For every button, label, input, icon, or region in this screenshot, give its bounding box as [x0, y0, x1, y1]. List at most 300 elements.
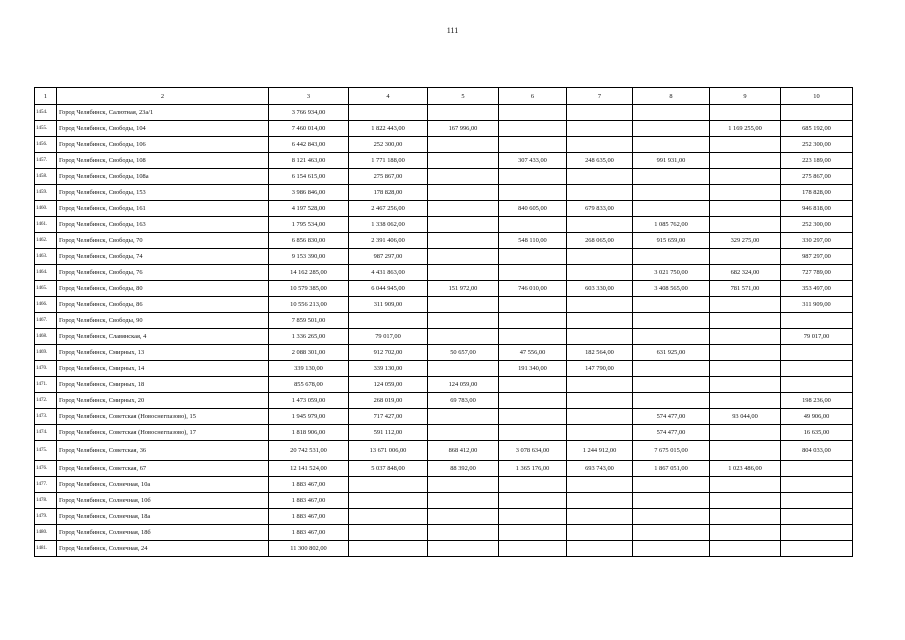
value-cell: 151 972,00	[428, 281, 499, 297]
value-cell	[781, 477, 853, 493]
value-cell	[781, 525, 853, 541]
table-row	[35, 121, 853, 137]
value-cell: 79 017,00	[349, 329, 428, 345]
value-cell: 2 088 301,00	[269, 345, 349, 361]
value-cell: 6 044 945,00	[349, 281, 428, 297]
address-cell: Город Челябинск, Смирных, 14	[57, 361, 269, 377]
value-cell	[567, 313, 633, 329]
value-cell	[428, 329, 499, 345]
value-cell	[781, 377, 853, 393]
value-cell	[710, 393, 781, 409]
value-cell	[710, 169, 781, 185]
value-cell: 88 392,00	[428, 461, 499, 477]
address-cell: Город Челябинск, Свободы, 153	[57, 185, 269, 201]
value-cell: 13 671 006,00	[349, 441, 428, 461]
value-cell: 10 556 213,00	[269, 297, 349, 313]
value-cell	[633, 185, 710, 201]
value-cell	[428, 249, 499, 265]
value-cell: 4 431 863,00	[349, 265, 428, 281]
header-cell: 3	[269, 88, 349, 105]
value-cell	[781, 493, 853, 509]
value-cell: 20 742 531,00	[269, 441, 349, 461]
value-cell	[349, 493, 428, 509]
table-row	[35, 441, 853, 461]
value-cell: 591 112,00	[349, 425, 428, 441]
address-cell: Город Челябинск, Смирных, 13	[57, 345, 269, 361]
value-cell	[428, 525, 499, 541]
table-row	[35, 541, 853, 557]
table-row	[35, 409, 853, 425]
value-cell: 1 085 762,00	[633, 217, 710, 233]
value-cell: 1 945 979,00	[269, 409, 349, 425]
value-cell: 8 121 463,00	[269, 153, 349, 169]
address-cell: Город Челябинск, Свободы, 163	[57, 217, 269, 233]
value-cell: 307 433,00	[499, 153, 567, 169]
value-cell	[567, 169, 633, 185]
value-cell	[710, 153, 781, 169]
value-cell	[710, 509, 781, 525]
value-cell	[499, 393, 567, 409]
table-row	[35, 377, 853, 393]
value-cell	[781, 345, 853, 361]
value-cell: 987 297,00	[349, 249, 428, 265]
value-cell	[633, 493, 710, 509]
value-cell	[633, 313, 710, 329]
value-cell	[499, 265, 567, 281]
row-number-cell: 1480.	[35, 525, 57, 541]
header-cell: 1	[35, 88, 57, 105]
value-cell	[428, 297, 499, 313]
address-cell: Город Челябинск, Смирных, 20	[57, 393, 269, 409]
value-cell: 679 833,00	[567, 201, 633, 217]
value-cell: 991 931,00	[633, 153, 710, 169]
table-row	[35, 185, 853, 201]
address-cell: Город Челябинск, Смирных, 18	[57, 377, 269, 393]
page-number: 111	[446, 26, 459, 35]
address-cell: Город Челябинск, Свободы, 70	[57, 233, 269, 249]
value-cell	[710, 137, 781, 153]
value-cell	[428, 493, 499, 509]
value-cell	[349, 477, 428, 493]
value-cell: 912 702,00	[349, 345, 428, 361]
value-cell: 124 059,00	[349, 377, 428, 393]
value-cell	[710, 105, 781, 121]
header-cell: 8	[633, 88, 710, 105]
table-row	[35, 345, 853, 361]
value-cell	[428, 153, 499, 169]
value-cell: 7 460 014,00	[269, 121, 349, 137]
header-cell: 6	[499, 88, 567, 105]
value-cell: 855 678,00	[269, 377, 349, 393]
value-cell: 946 818,00	[781, 201, 853, 217]
table-body	[35, 105, 853, 557]
table-row	[35, 461, 853, 477]
row-number-cell: 1455.	[35, 121, 57, 137]
address-cell: Город Челябинск, Свободы, 104	[57, 121, 269, 137]
value-cell: 717 427,00	[349, 409, 428, 425]
value-cell	[349, 541, 428, 557]
row-number-cell: 1475.	[35, 441, 57, 461]
address-cell: Город Челябинск, Свободы, 161	[57, 201, 269, 217]
value-cell	[567, 249, 633, 265]
address-cell: Город Челябинск, Свободы, 108	[57, 153, 269, 169]
value-cell: 6 856 830,00	[269, 233, 349, 249]
value-cell	[499, 105, 567, 121]
row-number-cell: 1458.	[35, 169, 57, 185]
value-cell: 353 497,00	[781, 281, 853, 297]
value-cell	[428, 233, 499, 249]
value-cell: 93 044,00	[710, 409, 781, 425]
value-cell	[499, 525, 567, 541]
value-cell: 781 571,00	[710, 281, 781, 297]
value-cell	[567, 541, 633, 557]
address-cell: Город Челябинск, Салютная, 23а/1	[57, 105, 269, 121]
address-cell: Город Челябинск, Свободы, 80	[57, 281, 269, 297]
header-cell: 7	[567, 88, 633, 105]
value-cell: 49 906,00	[781, 409, 853, 425]
value-cell	[633, 525, 710, 541]
value-cell: 3 766 934,00	[269, 105, 349, 121]
value-cell: 1 818 906,00	[269, 425, 349, 441]
value-cell: 1 771 188,00	[349, 153, 428, 169]
data-table	[34, 87, 853, 557]
row-number-cell: 1457.	[35, 153, 57, 169]
value-cell: 252 300,00	[349, 137, 428, 153]
row-number-cell: 1471.	[35, 377, 57, 393]
value-cell	[567, 297, 633, 313]
value-cell: 69 783,00	[428, 393, 499, 409]
value-cell: 1 338 062,00	[349, 217, 428, 233]
value-cell: 339 130,00	[269, 361, 349, 377]
value-cell	[349, 525, 428, 541]
value-cell: 223 189,00	[781, 153, 853, 169]
value-cell: 804 033,00	[781, 441, 853, 461]
value-cell	[710, 201, 781, 217]
value-cell: 275 867,00	[781, 169, 853, 185]
value-cell: 178 828,00	[781, 185, 853, 201]
value-cell: 1 822 443,00	[349, 121, 428, 137]
value-cell: 6 154 615,00	[269, 169, 349, 185]
value-cell	[499, 169, 567, 185]
value-cell: 3 408 565,00	[633, 281, 710, 297]
value-cell: 248 635,00	[567, 153, 633, 169]
value-cell	[710, 441, 781, 461]
row-number-cell: 1462.	[35, 233, 57, 249]
value-cell	[428, 425, 499, 441]
value-cell: 7 859 501,00	[269, 313, 349, 329]
value-cell	[710, 329, 781, 345]
value-cell	[633, 509, 710, 525]
value-cell	[349, 105, 428, 121]
value-cell	[633, 169, 710, 185]
value-cell	[349, 313, 428, 329]
value-cell	[633, 105, 710, 121]
table-row	[35, 137, 853, 153]
value-cell: 693 743,00	[567, 461, 633, 477]
row-number-cell: 1479.	[35, 509, 57, 525]
value-cell: 7 675 015,00	[633, 441, 710, 461]
table-row	[35, 249, 853, 265]
value-cell	[710, 249, 781, 265]
value-cell	[633, 121, 710, 137]
row-number-cell: 1481.	[35, 541, 57, 557]
value-cell	[567, 265, 633, 281]
value-cell	[633, 297, 710, 313]
value-cell	[428, 201, 499, 217]
value-cell: 603 330,00	[567, 281, 633, 297]
value-cell: 3 986 846,00	[269, 185, 349, 201]
row-number-cell: 1464.	[35, 265, 57, 281]
value-cell	[428, 477, 499, 493]
value-cell: 1 795 534,00	[269, 217, 349, 233]
table-row	[35, 281, 853, 297]
address-cell: Город Челябинск, Солнечная, 24	[57, 541, 269, 557]
value-cell: 915 659,00	[633, 233, 710, 249]
value-cell: 5 037 848,00	[349, 461, 428, 477]
value-cell: 124 059,00	[428, 377, 499, 393]
header-cell: 4	[349, 88, 428, 105]
table-row	[35, 313, 853, 329]
table-row	[35, 217, 853, 233]
value-cell: 11 300 802,00	[269, 541, 349, 557]
value-cell: 727 789,00	[781, 265, 853, 281]
value-cell: 9 153 390,00	[269, 249, 349, 265]
value-cell	[710, 297, 781, 313]
row-number-cell: 1456.	[35, 137, 57, 153]
value-cell	[633, 361, 710, 377]
value-cell: 3 078 634,00	[499, 441, 567, 461]
value-cell: 275 867,00	[349, 169, 428, 185]
address-cell: Город Челябинск, Солнечная, 10б	[57, 493, 269, 509]
address-cell: Город Челябинск, Советская (Новоснегпазово), 15	[57, 409, 269, 425]
table-row	[35, 265, 853, 281]
value-cell	[499, 509, 567, 525]
value-cell	[567, 409, 633, 425]
value-cell	[567, 525, 633, 541]
value-cell	[567, 377, 633, 393]
value-cell	[710, 313, 781, 329]
value-cell: 311 909,00	[349, 297, 428, 313]
value-cell	[499, 249, 567, 265]
value-cell: 50 657,00	[428, 345, 499, 361]
value-cell	[710, 541, 781, 557]
value-cell: 182 564,00	[567, 345, 633, 361]
value-cell: 987 297,00	[781, 249, 853, 265]
value-cell	[499, 217, 567, 233]
value-cell	[499, 185, 567, 201]
value-cell: 167 996,00	[428, 121, 499, 137]
value-cell: 1 365 176,00	[499, 461, 567, 477]
value-cell: 10 579 385,00	[269, 281, 349, 297]
address-cell: Город Челябинск, Советская (Новоснегпазово), 17	[57, 425, 269, 441]
row-number-cell: 1461.	[35, 217, 57, 233]
value-cell	[428, 541, 499, 557]
value-cell: 1 883 467,00	[269, 477, 349, 493]
row-number-cell: 1472.	[35, 393, 57, 409]
value-cell	[567, 509, 633, 525]
row-number-cell: 1468.	[35, 329, 57, 345]
value-cell	[781, 509, 853, 525]
value-cell	[499, 377, 567, 393]
header-cell: 9	[710, 88, 781, 105]
row-number-cell: 1470.	[35, 361, 57, 377]
value-cell	[567, 137, 633, 153]
value-cell: 1 883 467,00	[269, 525, 349, 541]
value-cell	[633, 201, 710, 217]
table-row	[35, 169, 853, 185]
value-cell	[428, 313, 499, 329]
value-cell: 311 909,00	[781, 297, 853, 313]
address-cell: Город Челябинск, Свободы, 108а	[57, 169, 269, 185]
value-cell	[710, 217, 781, 233]
value-cell	[567, 393, 633, 409]
row-number-cell: 1463.	[35, 249, 57, 265]
value-cell	[567, 105, 633, 121]
value-cell	[499, 425, 567, 441]
value-cell	[781, 105, 853, 121]
value-cell	[710, 477, 781, 493]
value-cell	[633, 541, 710, 557]
table-row	[35, 525, 853, 541]
value-cell: 574 477,00	[633, 425, 710, 441]
row-number-cell: 1469.	[35, 345, 57, 361]
value-cell: 14 162 285,00	[269, 265, 349, 281]
value-cell	[781, 461, 853, 477]
header-cell: 10	[781, 88, 853, 105]
header-cell: 2	[57, 88, 269, 105]
value-cell	[781, 361, 853, 377]
value-cell: 1 023 486,00	[710, 461, 781, 477]
row-number-cell: 1466.	[35, 297, 57, 313]
value-cell: 4 197 528,00	[269, 201, 349, 217]
value-cell	[781, 541, 853, 557]
value-cell: 329 275,00	[710, 233, 781, 249]
row-number-cell: 1473.	[35, 409, 57, 425]
header-row	[35, 88, 853, 105]
value-cell: 3 021 750,00	[633, 265, 710, 281]
value-cell: 198 236,00	[781, 393, 853, 409]
value-cell: 1 336 265,00	[269, 329, 349, 345]
value-cell: 268 065,00	[567, 233, 633, 249]
value-cell: 330 297,00	[781, 233, 853, 249]
value-cell	[567, 185, 633, 201]
value-cell	[428, 185, 499, 201]
table-row	[35, 393, 853, 409]
row-number-cell: 1454.	[35, 105, 57, 121]
value-cell: 548 110,00	[499, 233, 567, 249]
table-row	[35, 201, 853, 217]
value-cell: 746 010,00	[499, 281, 567, 297]
value-cell	[781, 313, 853, 329]
row-number-cell: 1467.	[35, 313, 57, 329]
row-number-cell: 1465.	[35, 281, 57, 297]
value-cell: 2 391 406,00	[349, 233, 428, 249]
address-cell: Город Челябинск, Славянская, 4	[57, 329, 269, 345]
value-cell	[567, 493, 633, 509]
header-cell: 5	[428, 88, 499, 105]
value-cell	[567, 217, 633, 233]
value-cell	[633, 329, 710, 345]
value-cell: 1 883 467,00	[269, 493, 349, 509]
table-row	[35, 361, 853, 377]
table-row	[35, 233, 853, 249]
value-cell: 147 790,00	[567, 361, 633, 377]
value-cell	[428, 105, 499, 121]
value-cell	[499, 493, 567, 509]
value-cell: 2 467 256,00	[349, 201, 428, 217]
value-cell	[349, 509, 428, 525]
value-cell	[499, 137, 567, 153]
value-cell	[710, 185, 781, 201]
value-cell	[428, 265, 499, 281]
value-cell	[633, 393, 710, 409]
value-cell	[710, 425, 781, 441]
value-cell	[567, 121, 633, 137]
value-cell: 178 828,00	[349, 185, 428, 201]
value-cell	[633, 477, 710, 493]
value-cell: 12 141 524,00	[269, 461, 349, 477]
address-cell: Город Челябинск, Свободы, 74	[57, 249, 269, 265]
table-row	[35, 105, 853, 121]
value-cell	[499, 541, 567, 557]
value-cell	[428, 217, 499, 233]
value-cell: 840 605,00	[499, 201, 567, 217]
value-cell: 1 473 059,00	[269, 393, 349, 409]
value-cell: 252 300,00	[781, 137, 853, 153]
value-cell: 574 477,00	[633, 409, 710, 425]
address-cell: Город Челябинск, Солнечная, 18а	[57, 509, 269, 525]
value-cell	[428, 137, 499, 153]
row-number-cell: 1474.	[35, 425, 57, 441]
value-cell: 16 635,00	[781, 425, 853, 441]
value-cell	[499, 313, 567, 329]
value-cell: 1 169 255,00	[710, 121, 781, 137]
address-cell: Город Челябинск, Солнечная, 10а	[57, 477, 269, 493]
value-cell	[710, 361, 781, 377]
value-cell	[428, 361, 499, 377]
value-cell	[710, 493, 781, 509]
address-cell: Город Челябинск, Советская, 67	[57, 461, 269, 477]
value-cell: 339 130,00	[349, 361, 428, 377]
address-cell: Город Челябинск, Солнечная, 18б	[57, 525, 269, 541]
value-cell	[499, 297, 567, 313]
address-cell: Город Челябинск, Свободы, 86	[57, 297, 269, 313]
table-row	[35, 477, 853, 493]
table-row	[35, 509, 853, 525]
value-cell: 6 442 843,00	[269, 137, 349, 153]
value-cell	[428, 169, 499, 185]
value-cell	[499, 477, 567, 493]
value-cell: 1 883 467,00	[269, 509, 349, 525]
value-cell	[710, 377, 781, 393]
value-cell: 1 244 912,00	[567, 441, 633, 461]
value-cell: 868 412,00	[428, 441, 499, 461]
value-cell	[428, 409, 499, 425]
value-cell: 47 556,00	[499, 345, 567, 361]
address-cell: Город Челябинск, Свободы, 90	[57, 313, 269, 329]
value-cell	[499, 121, 567, 137]
value-cell	[428, 509, 499, 525]
table-row	[35, 153, 853, 169]
table-row	[35, 297, 853, 313]
value-cell	[567, 477, 633, 493]
row-number-cell: 1477.	[35, 477, 57, 493]
value-cell: 685 192,00	[781, 121, 853, 137]
value-cell: 682 324,00	[710, 265, 781, 281]
value-cell	[499, 329, 567, 345]
value-cell: 1 867 051,00	[633, 461, 710, 477]
address-cell: Город Челябинск, Советская, 36	[57, 441, 269, 461]
